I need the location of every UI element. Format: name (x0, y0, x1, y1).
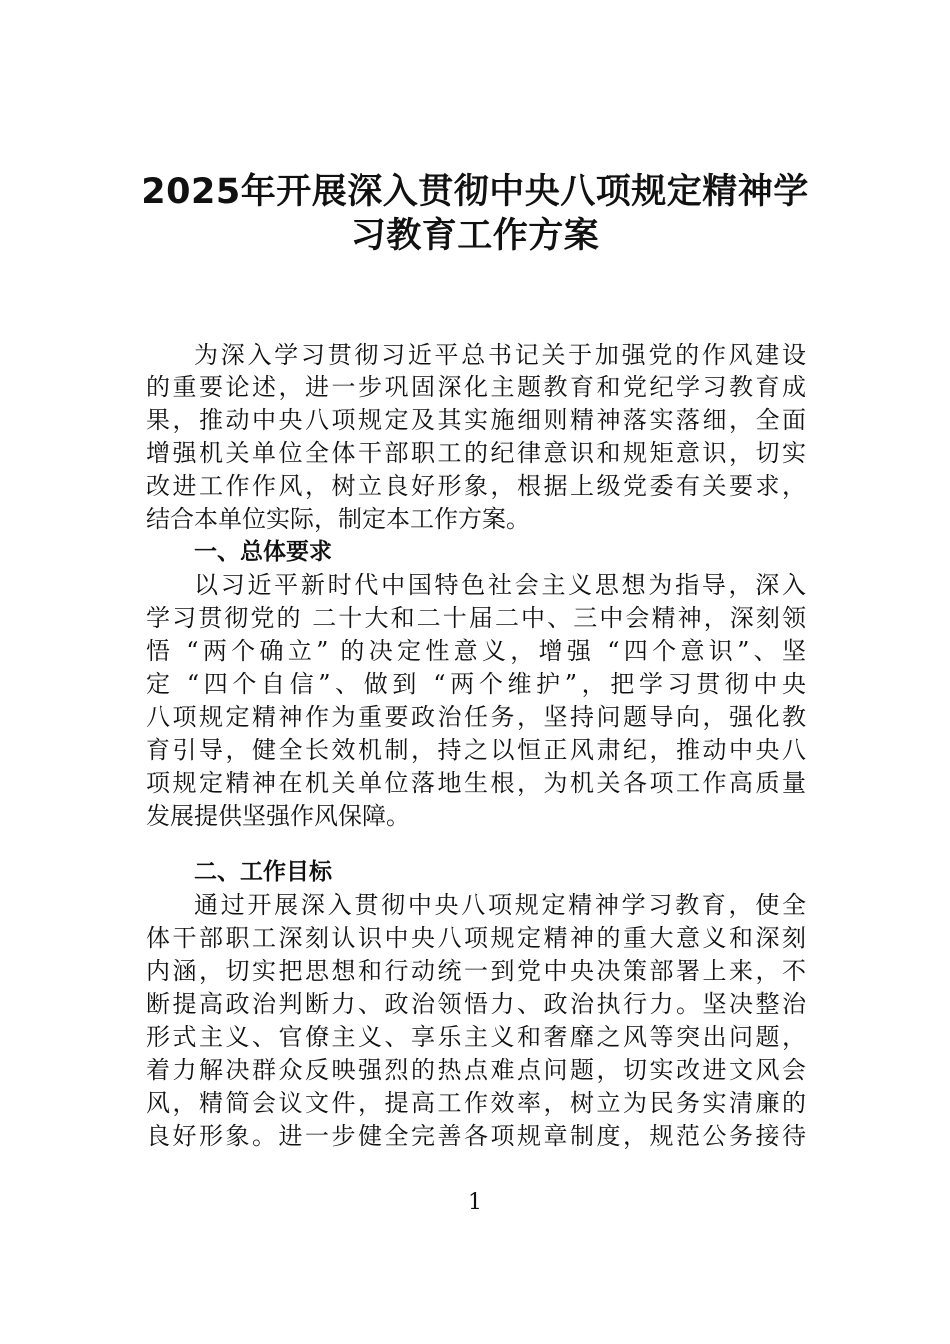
section1-line: 以习近平新时代中国特色社会主义思想为指导，深入 (194, 571, 806, 599)
section2-line: 通过开展深入贯彻中央八项规定精神学习教育，使全 (194, 891, 806, 919)
section2-line: 断提高政治判断力、政治领悟力、政治执行力。坚决整治 (146, 990, 806, 1018)
section1-line: 八项规定精神作为重要政治任务，坚持问题导向，强化教 (146, 703, 806, 731)
section2-line: 着力解决群众反映强烈的热点难点问题，切实改进文风会 (146, 1056, 806, 1084)
section2-line: 风，精简会议文件，提高工作效率，树立为民务实清廉的 (146, 1089, 806, 1117)
section1-line: 发展提供坚强作风保障。 (146, 802, 410, 830)
section1-line: 悟 “两个确立” 的决定性意义，增强 “四个意识”、坚 (146, 637, 806, 665)
intro-line: 增强机关单位全体干部职工的纪律意识和规矩意识，切实 (146, 439, 806, 467)
section2-line: 形式主义、官僚主义、享乐主义和奢靡之风等突出问题， (146, 1023, 806, 1051)
intro-line: 改进工作作风，树立良好形象，根据上级党委有关要求， (146, 472, 806, 500)
page-number: 1 (468, 1190, 482, 1215)
section1-line: 定 “四个自信”、做到 “两个维护”，把学习贯彻中央 (146, 670, 806, 698)
section1-line: 育引导，健全长效机制，持之以恒正风肃纪，推动中央八 (146, 736, 806, 764)
intro-line: 为深入学习贯彻习近平总书记关于加强党的作风建设 (194, 341, 806, 369)
section2-line: 内涵，切实把思想和行动统一到党中央决策部署上来，不 (146, 957, 806, 985)
document-title-line-1: 2025年开展深入贯彻中央八项规定精神学 (141, 172, 809, 212)
section1-line: 项规定精神在机关单位落地生根，为机关各项工作高质量 (146, 769, 806, 797)
section-heading-overall-requirements: 一、总体要求 (194, 539, 332, 565)
intro-line: 的重要论述，进一步巩固深化主题教育和党纪学习教育成 (146, 373, 806, 401)
section2-line: 体干部职工深刻认识中央八项规定精神的重大意义和深刻 (146, 924, 806, 952)
intro-line: 结合本单位实际，制定本工作方案。 (146, 505, 530, 533)
document-title-line-2: 习教育工作方案 (350, 216, 600, 256)
section1-line: 学习贯彻党的 二十大和二十届二中、三中会精神，深刻领 (146, 604, 806, 632)
section2-line: 良好形象。进一步健全完善各项规章制度，规范公务接待 (146, 1122, 806, 1150)
section-heading-work-goals: 二、工作目标 (194, 859, 332, 885)
intro-line: 果，推动中央八项规定及其实施细则精神落实落细，全面 (146, 406, 806, 434)
